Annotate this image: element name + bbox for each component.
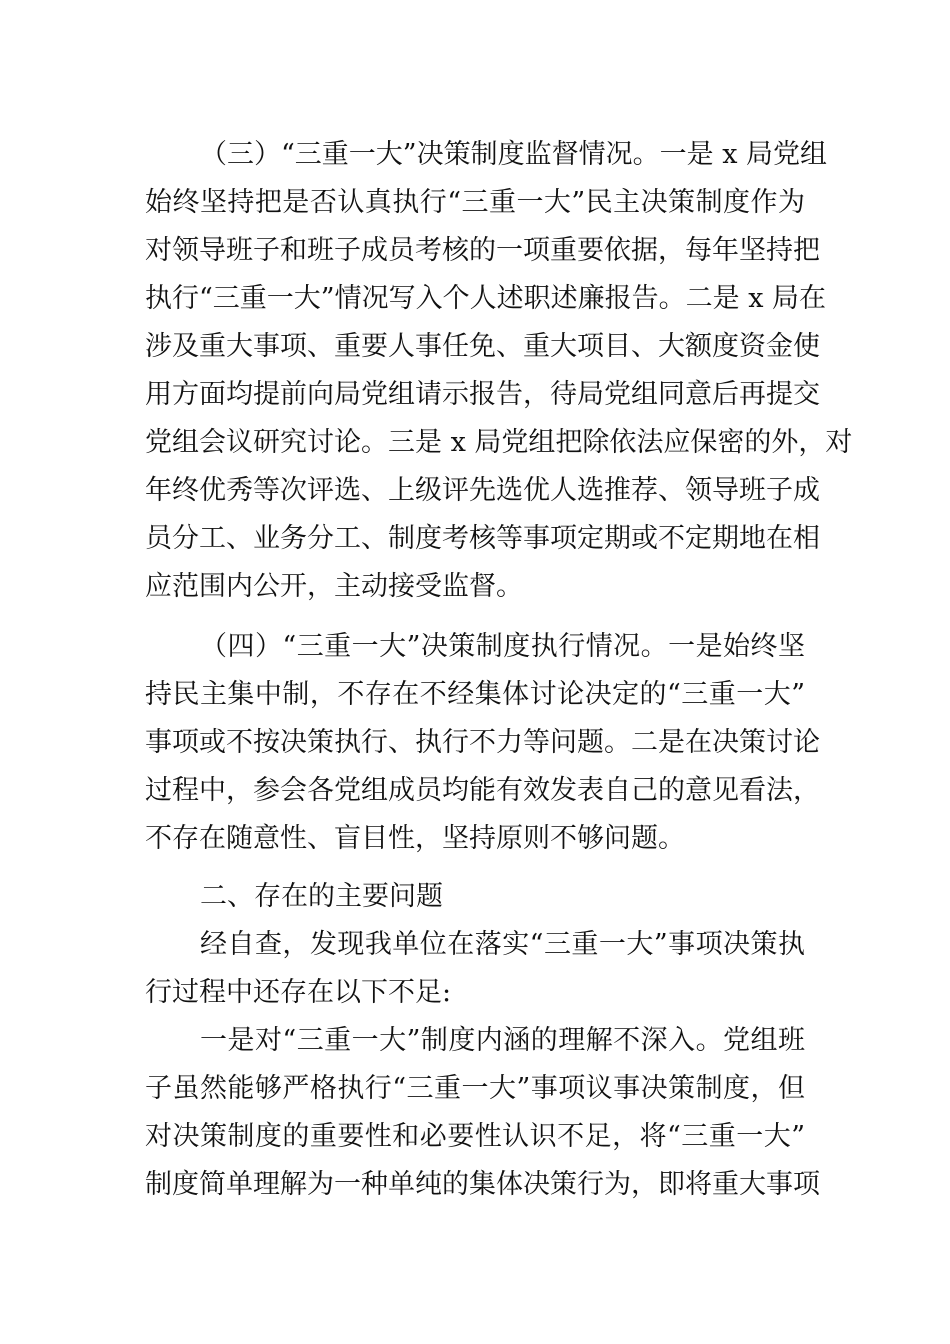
text-line: 制度简单理解为一种单纯的集体决策行为，即将重大事项: [145, 1169, 820, 1200]
text-line: （三）“三重一大”决策制度监督情况。一是 x 局党组: [200, 139, 827, 170]
text-line: 过程中，参会各党组成员均能有效发表自己的意见看法，: [145, 775, 820, 806]
text-line: 持民主集中制，不存在不经集体讨论决定的“三重一大”: [145, 679, 805, 710]
text-line: 员分工、业务分工、制度考核等事项定期或不定期地在相: [145, 523, 820, 554]
section-heading-problems: [145, 873, 805, 921]
document-page: [145, 131, 853, 1209]
paragraph-self-check: [145, 921, 805, 1017]
text-line: 一是对“三重一大”制度内涵的理解不深入。党组班: [200, 1025, 805, 1056]
text-line: 事项或不按决策执行、执行不力等问题。二是在决策讨论: [145, 727, 820, 758]
text-line: 始终坚持把是否认真执行“三重一大”民主决策制度作为: [145, 187, 805, 218]
paragraph-problem-one: [145, 1017, 820, 1209]
text-line: 年终优秀等次评选、上级评先选优人选推荐、领导班子成: [145, 475, 820, 506]
text-line: 不存在随意性、盲目性，坚持原则不够问题。: [145, 823, 685, 854]
text-line: 对领导班子和班子成员考核的一项重要依据，每年坚持把: [145, 235, 820, 266]
text-line: 行过程中还存在以下不足:: [145, 977, 452, 1008]
text-line: 二、存在的主要问题: [200, 881, 443, 912]
text-line: 子虽然能够严格执行“三重一大”事项议事决策制度，但: [145, 1073, 805, 1104]
text-line: 用方面均提前向局党组请示报告，待局党组同意后再提交: [145, 379, 820, 410]
text-line: 对决策制度的重要性和必要性认识不足，将“三重一大”: [145, 1121, 805, 1152]
text-line: 应范围内公开，主动接受监督。: [145, 571, 523, 602]
paragraph-supervision: [145, 131, 853, 611]
text-line: 党组会议研究讨论。三是 x 局党组把除依法应保密的外，对: [145, 427, 853, 458]
paragraph-execution: [145, 623, 820, 863]
text-line: 涉及重大事项、重要人事任免、重大项目、大额度资金使: [145, 331, 820, 362]
text-line: （四）“三重一大”决策制度执行情况。一是始终坚: [200, 631, 805, 662]
text-line: 经自查，发现我单位在落实“三重一大”事项决策执: [200, 929, 805, 960]
text-line: 执行“三重一大”情况写入个人述职述廉报告。二是 x 局在: [145, 283, 826, 314]
